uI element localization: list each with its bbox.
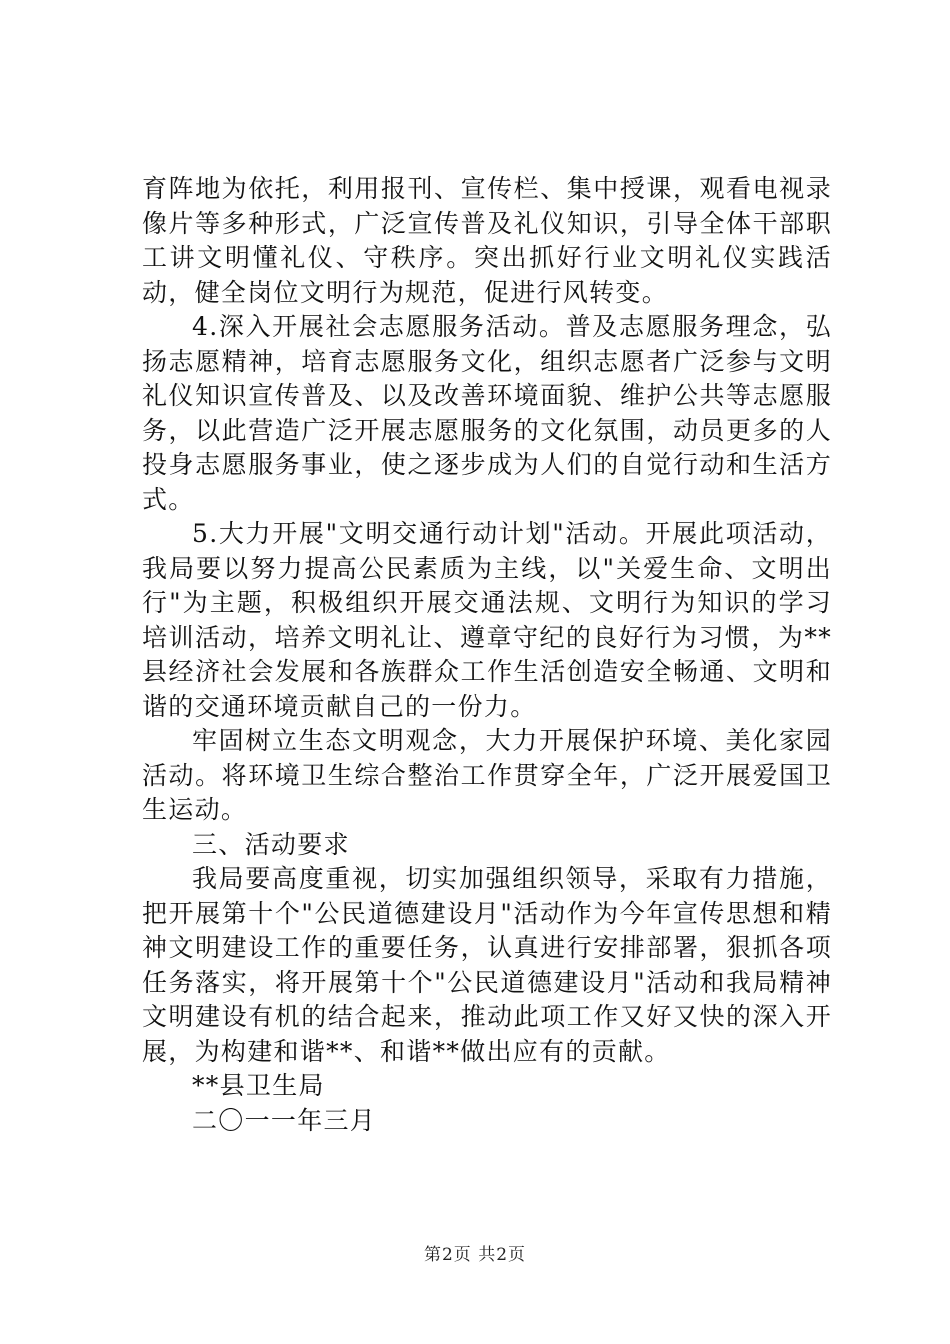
page-indicator: 第2页 共2页 (423, 1245, 527, 1265)
paragraph-4: 牢固树立生态文明观念，大力开展保护环境、美化家园活动。将环境卫生综合整治工作贯穿全年，广泛开展爱国卫生运动。 (142, 726, 832, 824)
paragraph-5: 我局要高度重视，切实加强组织领导，采取有力措施，把开展第十个"公民道德建设月"活动作为今年宣传思想和精神文明建设工作的重要任务，认真进行安排部署，狠抓各项任务落实，将开展第十个"公民道德建设月"活动和我局精神文明建设有机的结合起来，推动此项工作又好又快的深入开展，为构建和谐**、和谐**做出应有的贡献。 (142, 864, 832, 1066)
section-heading: 三、活动要求 (192, 829, 350, 859)
page-footer (0, 1244, 950, 1266)
paragraph-1: 育阵地为依托，利用报刊、宣传栏、集中授课，观看电视录像片等多种形式，广泛宣传普及礼仪知识，引导全体干部职工讲文明懂礼仪、守秩序。突出抓好行业文明礼仪实践活动，健全岗位文明行为规范，促进行风转变。 (142, 174, 832, 307)
paragraph-3: 5.大力开展"文明交通行动计划"活动。开展此项活动，我局要以努力提高公民素质为主线，以"关爱生命、文明出行"为主题，积极组织开展交通法规、文明行为知识的学习培训活动，培养文明礼让、遵章守纪的良好行为习惯，为**县经济社会发展和各族群众工作生活创造安全畅通、文明和谐的交通环境贡献自己的一份力。 (142, 519, 832, 721)
signature-organization: **县卫生局 (192, 1071, 325, 1100)
signature-date: 二〇一一年三月 (192, 1105, 377, 1135)
document-body (142, 172, 832, 1138)
paragraph-2: 4.深入开展社会志愿服务活动。普及志愿服务理念，弘扬志愿精神，培育志愿服务文化，组织志愿者广泛参与文明礼仪知识宣传普及、以及改善环境面貌、维护公共等志愿服务，以此营造广泛开展志愿服务的文化氛围，动员更多的人投身志愿服务事业，使之逐步成为人们的自觉行动和生活方式。 (142, 312, 832, 514)
